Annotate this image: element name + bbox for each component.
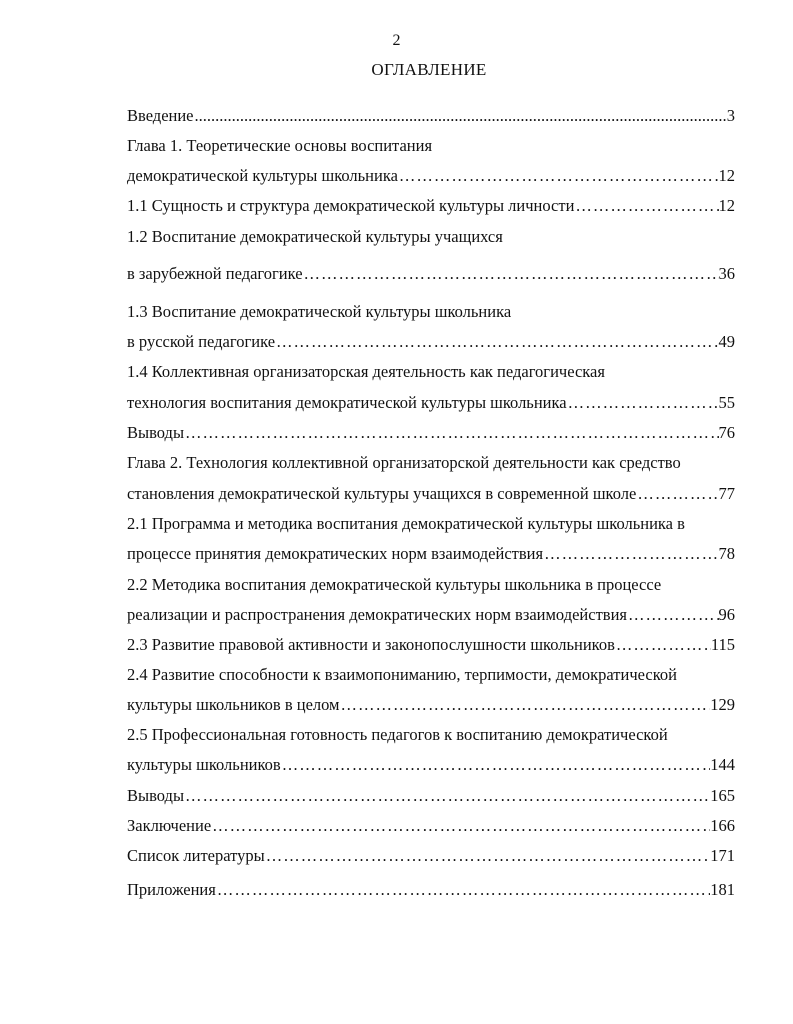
toc-entry-1-2[interactable] [127,263,735,285]
toc-entry-text: процессе принятия демократических норм взаимодействия [127,544,544,563]
dot-leader [216,879,710,901]
toc-heading: ОГЛАВЛЕНИЕ [371,60,487,79]
toc-page-ref: 76 [718,423,735,442]
toc-page-ref: 181 [710,880,735,899]
dot-leader [281,754,711,776]
toc-entry-chapter-2[interactable] [127,483,735,505]
toc-chapter-1-title[interactable]: Глава 1. Теоретические основы воспитания [127,136,433,155]
toc-page-ref: 165 [710,786,735,805]
toc-page-ref: 3 [726,106,735,125]
toc-entry-2-5[interactable] [127,754,735,776]
toc-page-ref: 36 [718,264,735,283]
toc-entry-text: демократической культуры школьника [127,166,398,185]
dot-leader [340,694,711,716]
dot-leader [211,815,710,837]
toc-page-ref: 96 [718,605,735,624]
dot-leader [275,331,718,353]
toc-entry-text: технология воспитания демократической культуры школьника [127,393,567,412]
dot-leader [615,634,711,656]
page-number: 2 [392,32,401,49]
toc-entry-text: Список литературы [127,846,265,865]
toc-entry-text: Выводы [127,423,185,442]
toc-entry-text: Заключение [127,816,212,835]
toc-entry-text: Выводы [127,786,185,805]
toc-page-ref: 49 [718,332,735,351]
toc-entry-1-1[interactable] [127,195,735,217]
toc-entry-references[interactable] [127,845,735,867]
toc-page-ref: 115 [710,635,735,654]
toc-entry-conclusions-1[interactable] [127,422,735,444]
dot-leader [265,845,711,867]
toc-section-1-3-title[interactable]: 1.3 Воспитание демократической культуры школьника [127,302,512,321]
toc-section-1-2-title[interactable]: 1.2 Воспитание демократической культуры учащихся [127,227,503,246]
toc-entry-appendices[interactable] [127,879,735,901]
toc-entry-text: в русской педагогике [127,332,276,351]
toc-page-ref: 171 [710,846,735,865]
toc-chapter-2-title[interactable]: Глава 2. Технология коллективной организаторской деятельности как средство [127,453,681,472]
dot-leader [303,263,719,285]
toc-page-ref: 144 [710,755,735,774]
toc-entry-2-2[interactable] [127,604,735,626]
dot-leader [398,165,719,187]
dot-leader [567,392,719,414]
toc-entry-intro[interactable] [127,105,735,127]
toc-section-2-4-title[interactable]: 2.4 Развитие способности к взаимопониманию, терпимости, демократической [127,665,677,684]
toc-entry-text: реализации и распространения демократических норм взаимодействия [127,605,628,624]
toc-entry-text: становления демократической культуры учащихся в современной школе [127,484,637,503]
toc-entry-1-3[interactable] [127,331,735,353]
toc-page-ref: 77 [718,484,735,503]
toc-section-2-2-title[interactable]: 2.2 Методика воспитания демократической культуры школьника в процессе [127,575,662,594]
dot-leader [184,422,718,444]
toc-entry-conclusions-2[interactable] [127,785,735,807]
toc-entry-text: Введение [127,106,194,125]
toc-entry-text: культуры школьников в целом [127,695,340,714]
dot-leader [194,105,727,127]
toc-entry-text: 2.3 Развитие правовой активности и законопослушности школьников [127,635,615,654]
toc-entry-chapter-1[interactable] [127,165,735,187]
toc-entry-text: культуры школьников [127,755,281,774]
toc-page-ref: 55 [718,393,735,412]
toc-page-ref: 78 [718,544,735,563]
toc-entry-2-3[interactable] [127,634,735,656]
toc-section-2-1-title[interactable]: 2.1 Программа и методика воспитания демократической культуры школьника в [127,514,685,533]
toc-entry-2-1[interactable] [127,543,735,565]
toc-page-ref: 12 [718,166,735,185]
toc-page-ref: 129 [710,695,735,714]
toc-entry-text: 1.1 Сущность и структура демократической культуры личности [127,196,575,215]
dot-leader [627,604,718,626]
toc-entry-conclusion[interactable] [127,815,735,837]
toc-entry-text: в зарубежной педагогике [127,264,303,283]
toc-section-2-5-title[interactable]: 2.5 Профессиональная готовность педагогов к воспитанию демократической [127,725,668,744]
toc-page-ref: 12 [718,196,735,215]
dot-leader [184,785,710,807]
toc-entry-text: Приложения [127,880,216,899]
toc-page-ref: 166 [710,816,735,835]
dot-leader [543,543,718,565]
toc-section-1-4-title[interactable]: 1.4 Коллективная организаторская деятельность как педагогическая [127,362,605,381]
dot-leader [636,483,718,505]
dot-leader [574,195,718,217]
toc-entry-1-4[interactable] [127,392,735,414]
toc-entry-2-4[interactable] [127,694,735,716]
